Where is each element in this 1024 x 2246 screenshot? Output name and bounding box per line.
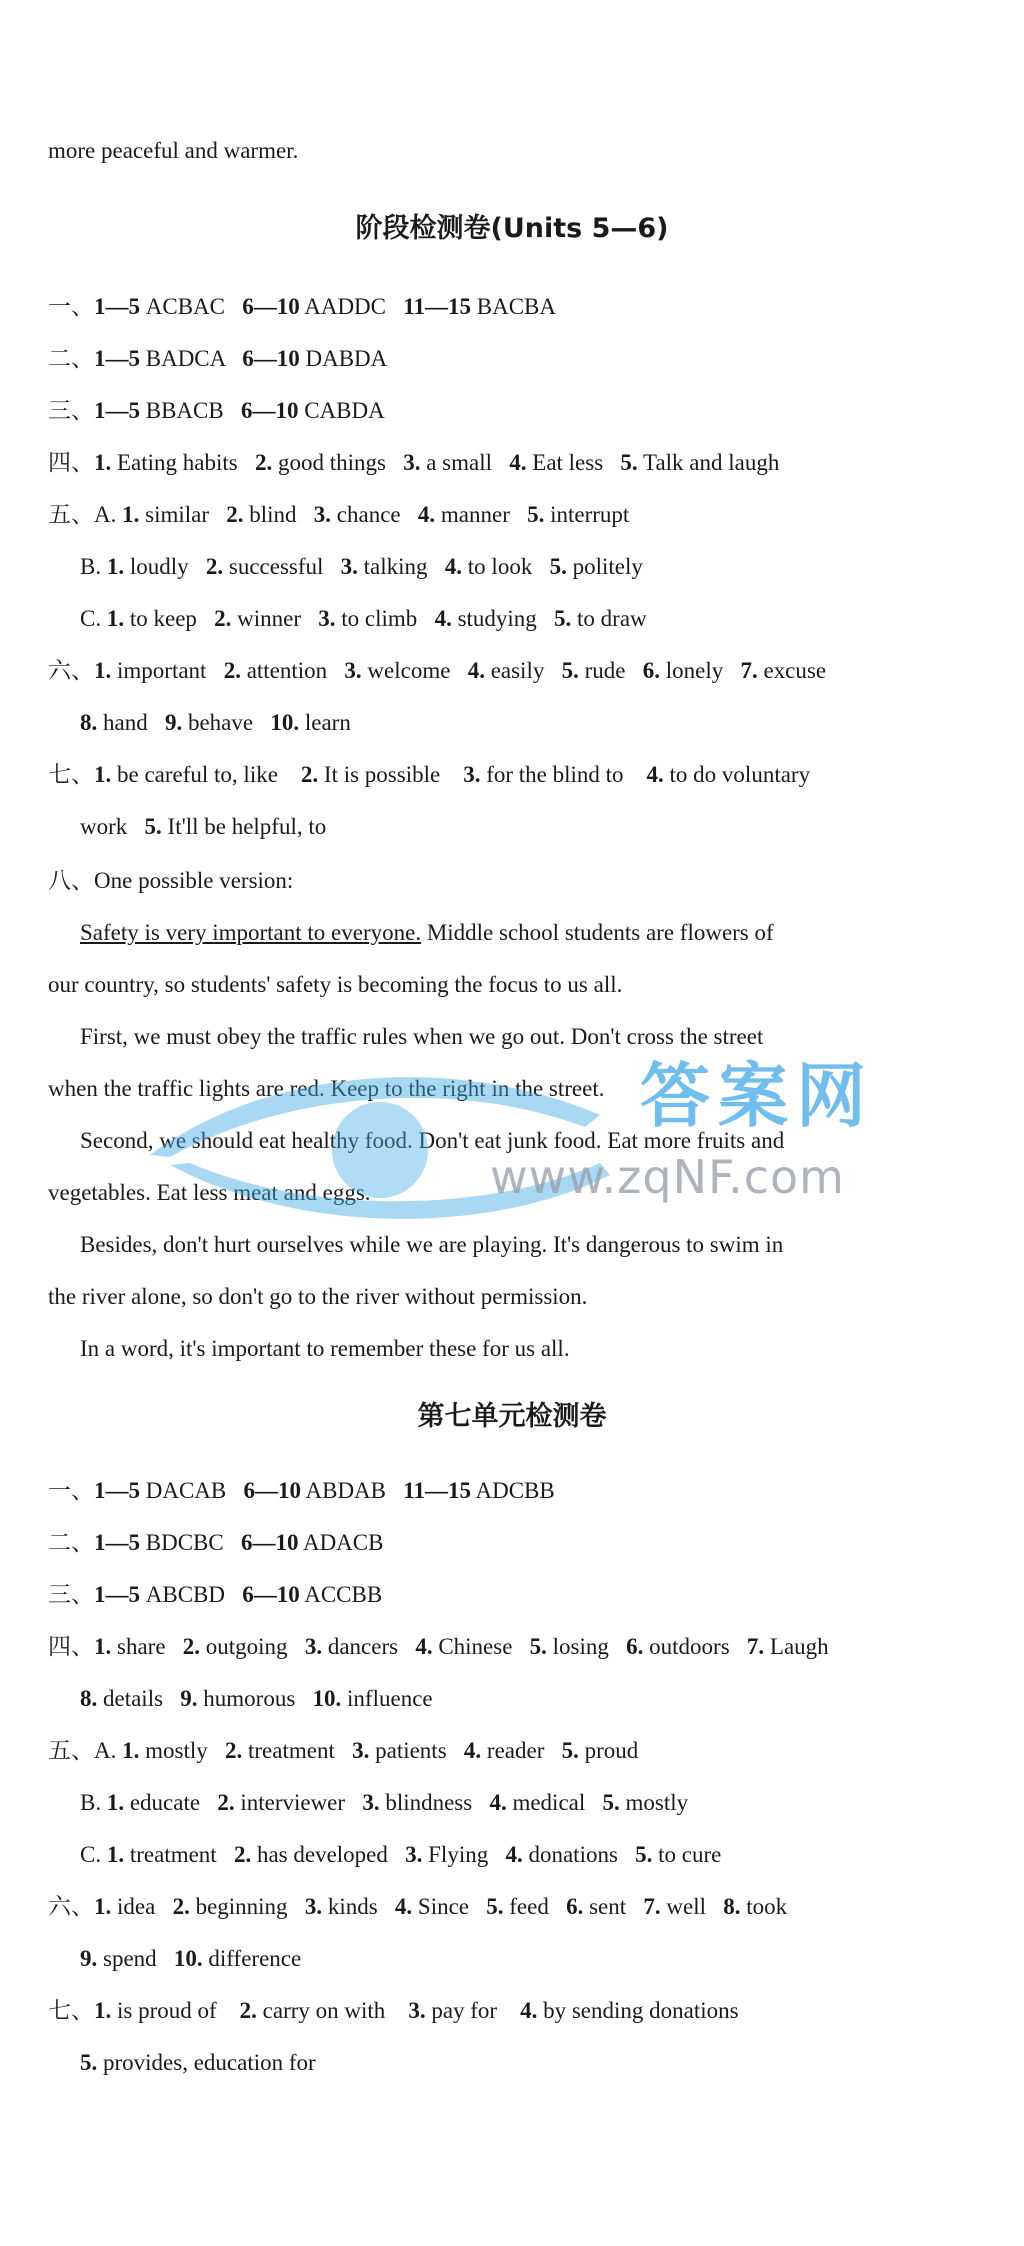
item-number: 2.	[239, 1998, 257, 2023]
item-number: 1.	[106, 606, 125, 631]
item-answer: Since	[412, 1894, 487, 1919]
item-answer: ADACB	[298, 1530, 384, 1555]
item-answer: pay for	[425, 1998, 521, 2023]
item-answer: provides, education for	[97, 2050, 316, 2075]
item-number: 2.	[172, 1894, 190, 1919]
answer-row	[80, 1944, 984, 1974]
item-answer: CABDA	[298, 398, 385, 423]
answer-row	[48, 1996, 984, 2026]
item-number: 2.	[233, 1842, 252, 1867]
item-number: 1.	[106, 1842, 125, 1867]
item-answer: ABDAB	[301, 1478, 404, 1503]
item-answer: to cure	[652, 1842, 722, 1867]
essay-label: 八、One possible version:	[48, 868, 294, 893]
item-number: 3.	[408, 1998, 426, 2023]
item-number: 1—5	[94, 346, 140, 371]
item-number: 10.	[270, 710, 300, 735]
item-number: 4.	[444, 554, 463, 579]
item-answer: proud	[578, 1738, 639, 1763]
item-answer: Laugh	[764, 1634, 829, 1659]
essay-line: First, we must obey the traffic rules when we go out. Don't cross the street	[80, 1024, 764, 1049]
item-number: 4.	[434, 606, 452, 631]
answer-row	[80, 1840, 984, 1870]
item-answer: excuse	[757, 658, 827, 683]
answer-row	[48, 1580, 984, 1610]
item-number: 4.	[417, 502, 436, 527]
item-number: 1—5	[94, 294, 140, 319]
essay-line	[80, 918, 984, 948]
essay-line-rest: Middle school students are flowers of	[421, 920, 774, 945]
continuation-line: more peaceful and warmer.	[48, 138, 299, 163]
item-answer: Flying	[422, 1842, 506, 1867]
item-answer: successful	[223, 554, 341, 579]
item-answer: difference	[202, 1946, 302, 1971]
answer-row	[48, 396, 984, 426]
question-label: 三、	[48, 1582, 94, 1607]
question-label: 五、A.	[48, 1738, 123, 1763]
item-answer: It is possible	[318, 762, 464, 787]
item-number: 1.	[94, 450, 112, 475]
item-answer: hand	[97, 710, 165, 735]
answer-row	[48, 344, 984, 374]
question-label: C.	[80, 1842, 107, 1867]
item-answer: be careful to, like	[111, 762, 301, 787]
item-answer: share	[111, 1634, 183, 1659]
item-answer: similar	[139, 502, 227, 527]
answer-row	[48, 656, 984, 686]
essay-topic-sentence: Safety is very important to everyone.	[80, 920, 422, 945]
item-answer: Eating habits	[111, 450, 255, 475]
item-answer: details	[97, 1686, 181, 1711]
item-number: 5.	[561, 1738, 579, 1763]
item-number: 4.	[646, 762, 664, 787]
item-answer: BADCA	[140, 346, 243, 371]
item-number: 5.	[620, 450, 638, 475]
item-answer: treatment	[124, 1842, 234, 1867]
item-number: 5.	[549, 554, 567, 579]
item-number: 10.	[312, 1686, 342, 1711]
answer-row	[48, 292, 984, 322]
item-number: 4.	[415, 1634, 433, 1659]
item-answer: lonely	[659, 658, 741, 683]
question-label: 二、	[48, 1530, 94, 1555]
answer-row	[80, 812, 984, 842]
item-number: 1.	[94, 1634, 112, 1659]
item-answer: feed	[503, 1894, 567, 1919]
item-answer: donations	[522, 1842, 636, 1867]
item-answer: idea	[111, 1894, 173, 1919]
item-number: 1—5	[94, 398, 140, 423]
item-answer: attention	[240, 658, 345, 683]
item-answer: for the blind to	[480, 762, 647, 787]
section2-title: 第七单元检测卷	[417, 1401, 607, 1432]
item-number: 3.	[362, 1790, 380, 1815]
item-number: 6—10	[240, 398, 299, 423]
item-answer: outgoing	[200, 1634, 305, 1659]
item-answer: dancers	[322, 1634, 416, 1659]
item-number: 3.	[352, 1738, 370, 1763]
item-answer: to look	[462, 554, 550, 579]
answer-row	[48, 1736, 984, 1766]
item-number: 5.	[486, 1894, 504, 1919]
item-number: 6—10	[242, 294, 300, 319]
item-number: 2.	[214, 606, 232, 631]
item-number: 2.	[223, 658, 241, 683]
item-answer: studying	[451, 606, 555, 631]
item-answer: to keep	[124, 606, 215, 631]
item-number: 6—10	[242, 1582, 300, 1607]
item-answer: ADCBB	[471, 1478, 555, 1503]
item-answer: ABCBD	[140, 1582, 243, 1607]
question-label: 一、	[48, 1478, 94, 1503]
answer-row	[48, 448, 984, 478]
item-answer: blindness	[379, 1790, 490, 1815]
item-answer: interrupt	[544, 502, 630, 527]
answer-row	[48, 1632, 984, 1662]
item-answer: behave	[182, 710, 271, 735]
answer-row	[48, 1528, 984, 1558]
item-number: 4.	[520, 1998, 538, 2023]
item-number: 4.	[509, 450, 527, 475]
item-number: 3.	[304, 1634, 323, 1659]
item-number: 2.	[300, 762, 319, 787]
item-number: 1.	[94, 658, 112, 683]
item-answer: well	[660, 1894, 724, 1919]
item-answer: important	[111, 658, 224, 683]
item-number: 2.	[226, 502, 244, 527]
question-label: B.	[80, 1790, 107, 1815]
answer-row	[48, 500, 984, 530]
item-number: 6.	[642, 658, 660, 683]
question-label: 四、	[48, 450, 94, 475]
question-label: 七、	[48, 1998, 94, 2023]
item-answer: welcome	[361, 658, 468, 683]
item-answer: patients	[369, 1738, 464, 1763]
item-answer: blind	[243, 502, 314, 527]
item-number: 3.	[313, 502, 332, 527]
item-answer: mostly	[619, 1790, 689, 1815]
item-number: 1.	[94, 1998, 112, 2023]
question-label: 一、	[48, 294, 94, 319]
item-number: 7.	[740, 658, 758, 683]
item-number: 8.	[723, 1894, 741, 1919]
item-answer: reader	[481, 1738, 562, 1763]
item-number: 6—10	[242, 346, 300, 371]
answer-row	[80, 2048, 984, 2078]
section1-title: 阶段检测卷(Units 5—6)	[355, 213, 669, 244]
answer-row	[48, 1892, 984, 1922]
item-number: 8.	[80, 710, 98, 735]
essay-line: the river alone, so don't go to the river without permission.	[48, 1284, 588, 1309]
item-answer: rude	[578, 658, 643, 683]
item-number: 3.	[304, 1894, 323, 1919]
item-number: 5.	[602, 1790, 620, 1815]
item-answer: Talk and laugh	[637, 450, 780, 475]
item-answer: by sending donations	[537, 1998, 739, 2023]
item-answer: has developed	[251, 1842, 406, 1867]
item-number: 5.	[561, 658, 579, 683]
item-number: 6.	[626, 1634, 644, 1659]
item-number: 1.	[94, 1894, 112, 1919]
question-label: 五、A.	[48, 502, 123, 527]
item-answer: a small	[420, 450, 510, 475]
item-answer: mostly	[139, 1738, 225, 1763]
item-answer: Eat less	[526, 450, 621, 475]
item-answer: sent	[583, 1894, 644, 1919]
item-answer: to climb	[335, 606, 435, 631]
watermark-url: www.zqNF.com	[490, 1150, 845, 1204]
item-answer: ACBAC	[140, 294, 243, 319]
item-number: 1.	[106, 1790, 125, 1815]
item-number: 5.	[635, 1842, 653, 1867]
item-answer: Chinese	[432, 1634, 530, 1659]
item-answer: AADDC	[299, 294, 404, 319]
item-number: 1—5	[94, 1478, 140, 1503]
item-answer: BACBA	[471, 294, 556, 319]
question-label: C.	[80, 606, 107, 631]
question-label: B.	[80, 554, 107, 579]
item-answer: to do voluntary	[663, 762, 811, 787]
question-label: 二、	[48, 346, 94, 371]
question-label: 四、	[48, 1634, 94, 1659]
item-number: 6.	[566, 1894, 584, 1919]
answer-row	[80, 708, 984, 738]
item-number: 1—5	[94, 1530, 140, 1555]
item-number: 5.	[529, 1634, 547, 1659]
item-answer: is proud of	[111, 1998, 240, 2023]
item-number: 9.	[164, 710, 183, 735]
item-number: 4.	[489, 1790, 507, 1815]
item-number: 3.	[318, 606, 336, 631]
item-number: 3.	[463, 762, 481, 787]
item-number: 3.	[403, 450, 421, 475]
item-number: 11—15	[403, 294, 471, 319]
answer-row	[80, 1788, 984, 1818]
item-answer: work	[80, 814, 145, 839]
essay-line: Second, we should eat healthy food. Don't eat junk food. Eat more fruits and	[80, 1128, 785, 1153]
item-number: 1.	[122, 502, 140, 527]
item-number: 7.	[746, 1634, 765, 1659]
question-label: 六、	[48, 658, 94, 683]
item-number: 2.	[205, 554, 224, 579]
watermark-text: 答案网	[640, 1055, 874, 1137]
answer-row	[80, 1684, 984, 1714]
item-answer: talking	[357, 554, 445, 579]
item-answer: to draw	[571, 606, 647, 631]
item-number: 6—10	[243, 1478, 302, 1503]
essay-line: our country, so students' safety is becoming the focus to us all.	[48, 972, 623, 997]
item-number: 4.	[463, 1738, 482, 1763]
item-answer: treatment	[242, 1738, 353, 1763]
answer-row	[80, 552, 984, 582]
item-number: 5.	[554, 606, 572, 631]
item-number: 2.	[182, 1634, 201, 1659]
item-number: 10.	[173, 1946, 203, 1971]
item-answer: BDCBC	[140, 1530, 241, 1555]
item-number: 4.	[394, 1894, 413, 1919]
item-answer: winner	[231, 606, 319, 631]
item-number: 3.	[340, 554, 358, 579]
item-number: 1.	[94, 762, 112, 787]
question-label: 七、	[48, 762, 94, 787]
item-answer: losing	[546, 1634, 627, 1659]
item-number: 3.	[344, 658, 362, 683]
item-answer: learn	[299, 710, 351, 735]
question-label: 六、	[48, 1894, 94, 1919]
item-number: 9.	[80, 1946, 98, 1971]
item-answer: carry on with	[256, 1998, 409, 2023]
answer-row	[48, 1476, 984, 1506]
essay-line: In a word, it's important to remember these for us all.	[80, 1336, 570, 1361]
item-answer: influence	[341, 1686, 433, 1711]
item-answer: good things	[272, 450, 404, 475]
item-answer: politely	[566, 554, 643, 579]
item-number: 2.	[217, 1790, 235, 1815]
item-answer: loudly	[124, 554, 206, 579]
question-label: 三、	[48, 398, 94, 423]
item-number: 8.	[80, 1686, 98, 1711]
item-number: 1.	[106, 554, 125, 579]
item-number: 4.	[505, 1842, 523, 1867]
essay-line: when the traffic lights are red. Keep to the right in the street.	[48, 1076, 605, 1101]
item-answer: medical	[506, 1790, 603, 1815]
item-answer: beginning	[189, 1894, 305, 1919]
item-number: 5.	[80, 2050, 98, 2075]
item-number: 11—15	[403, 1478, 471, 1503]
item-answer: educate	[124, 1790, 218, 1815]
item-number: 4.	[467, 658, 485, 683]
item-number: 1.	[122, 1738, 140, 1763]
answer-row	[80, 604, 984, 634]
item-answer: DACAB	[140, 1478, 244, 1503]
item-number: 5.	[144, 814, 162, 839]
item-number: 6—10	[240, 1530, 299, 1555]
item-answer: kinds	[322, 1894, 395, 1919]
item-answer: took	[740, 1894, 788, 1919]
item-number: 1—5	[94, 1582, 140, 1607]
item-answer: DABDA	[299, 346, 388, 371]
essay-line: vegetables. Eat less meat and eggs.	[48, 1180, 371, 1205]
item-number: 9.	[180, 1686, 198, 1711]
item-answer: ACCBB	[299, 1582, 383, 1607]
item-answer: humorous	[197, 1686, 313, 1711]
item-answer: chance	[331, 502, 418, 527]
item-answer: It'll be helpful, to	[161, 814, 327, 839]
item-answer: manner	[435, 502, 528, 527]
item-answer: BBACB	[140, 398, 241, 423]
item-answer: spend	[97, 1946, 174, 1971]
answer-row	[48, 760, 984, 790]
item-number: 5.	[527, 502, 545, 527]
item-answer: outdoors	[643, 1634, 747, 1659]
item-answer: easily	[484, 658, 562, 683]
item-number: 2.	[225, 1738, 243, 1763]
item-number: 7.	[643, 1894, 661, 1919]
item-number: 3.	[405, 1842, 423, 1867]
item-number: 2.	[254, 450, 273, 475]
essay-line: Besides, don't hurt ourselves while we are playing. It's dangerous to swim in	[80, 1232, 784, 1257]
item-answer: interviewer	[234, 1790, 363, 1815]
